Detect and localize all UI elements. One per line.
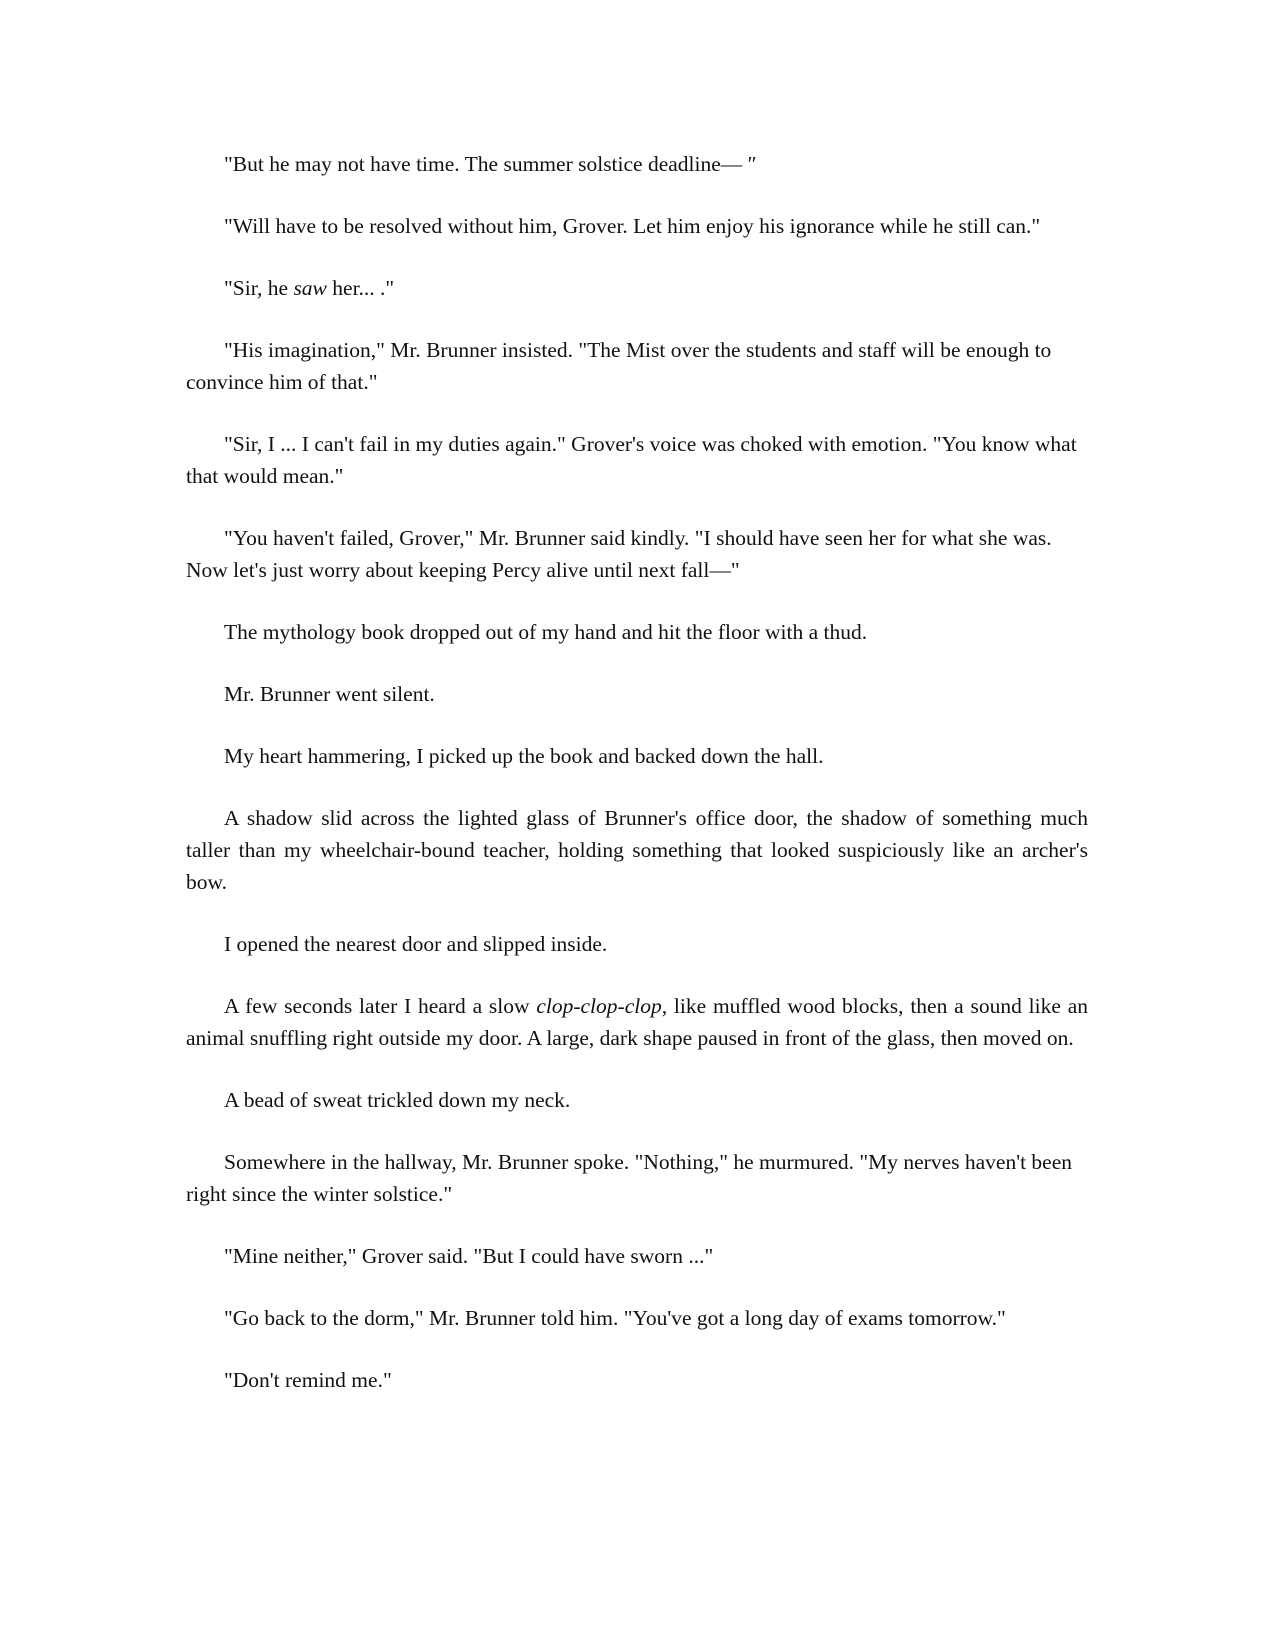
paragraph-2: "Will have to be resolved without him, Grover. Let him enjoy his ignorance while he still can." [224,214,1041,238]
paragraph-15: "Mine neither," Grover said. "But I could have sworn ..." [224,1244,714,1268]
paragraph-10: A shadow slid across the lighted glass of Brunner's office door, the shadow of something much taller than my wheelchair-bound teacher, holding something that looked suspiciously like an archer's bow. [186,806,1088,894]
paragraph-5: "Sir, I ... I can't fail in my duties again." Grover's voice was choked with emotion. "You know what that would mean." [186,432,1077,488]
paragraph-14: Somewhere in the hallway, Mr. Brunner spoke. "Nothing," he murmured. "My nerves haven't been right since the winter solstice." [186,1150,1073,1206]
paragraph-4: "His imagination," Mr. Brunner insisted. "The Mist over the students and staff will be enough to convince him of that." [186,338,1052,394]
paragraph-16: "Go back to the dorm," Mr. Brunner told him. "You've got a long day of exams tomorrow." [224,1306,1006,1330]
paragraph-12-emphasis: clop-clop-clop, [536,994,668,1018]
paragraph-12-text-after: like muffled wood blocks, then a sound like an animal snuffling right outside my door. A large, dark shape paused in front of the glass, then moved on. [186,994,1088,1050]
paragraph-3-text-after: her... ." [326,276,395,300]
paragraph-3 [186,272,1088,304]
document-page [186,148,1088,1426]
paragraph-12-text-before: A few seconds later I heard a slow [224,994,537,1018]
paragraph-1: "But he may not have time. The summer solstice deadline— ″ [224,152,757,176]
paragraph-9: My heart hammering, I picked up the book and backed down the hall. [224,744,824,768]
paragraph-7: The mythology book dropped out of my hand and hit the floor with a thud. [224,620,868,644]
paragraph-3-text-before: "Sir, he [224,276,294,300]
paragraph-3-emphasis: saw [293,276,327,300]
paragraph-8: Mr. Brunner went silent. [224,682,435,706]
paragraph-17: "Don't remind me." [224,1368,392,1392]
paragraph-11: I opened the nearest door and slipped inside. [224,932,608,956]
paragraph-13: A bead of sweat trickled down my neck. [224,1088,571,1112]
paragraph-6: "You haven't failed, Grover," Mr. Brunner said kindly. "I should have seen her for what she was. Now let's just worry about keeping Percy alive until next fall—" [186,526,1052,582]
paragraph-12 [186,990,1088,1054]
